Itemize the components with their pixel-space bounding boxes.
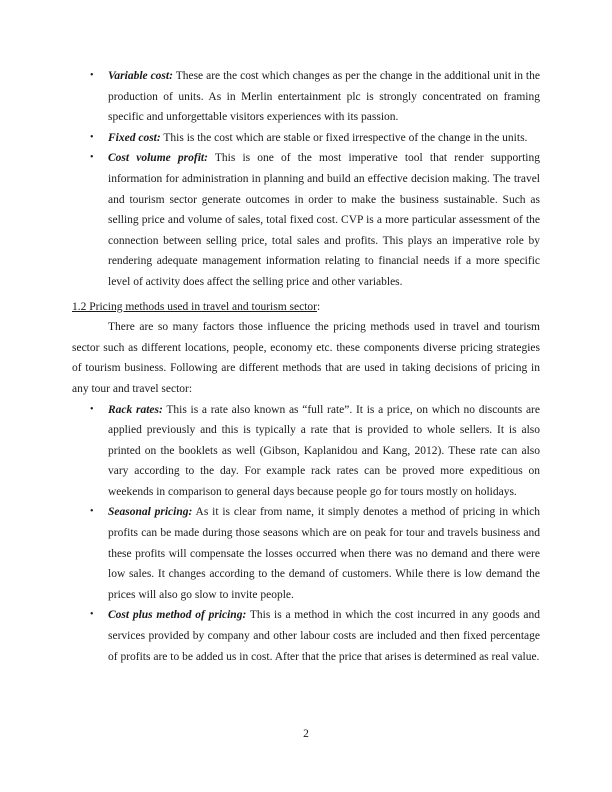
bullet-icon: • — [90, 152, 94, 164]
bullet-icon: • — [90, 131, 94, 143]
bullet-rack-rates — [90, 400, 540, 503]
bullet-text: This is one of the most imperative tool that render supporting information for administration in planning and build an effective decision making. The travel and tourism sector generate outcomes in order to make the business sustainable. Such as selling price and volume of sales, total fixed cost. CVP is a more particular assessment of the connection between selling price, total sales and profits. This plays an imperative role by rendering adequate management information relating to financial needs if a more specific level of activity does affect the selling price and other variables. — [108, 152, 540, 288]
bullet-text: As it is clear from name, it simply denotes a method of pricing in which profits can be made during those seasons which are on peak for tour and travels business and these profits will compensate the losses occurred when there was no demand and there were low sales. It changes according to the demand of customers. While there is low demand the prices will also go slow to invite people. — [108, 506, 541, 601]
bullet-fixed-cost — [90, 128, 540, 149]
section-heading — [72, 297, 540, 318]
bullet-term: Cost volume profit: — [108, 152, 208, 165]
bullet-term: Variable cost: — [108, 70, 173, 82]
section-heading-colon: : — [316, 300, 321, 313]
bullet-term: Rack rates: — [108, 403, 163, 416]
body-text — [72, 66, 540, 667]
bullet-cost-plus-pricing — [90, 605, 541, 667]
bullet-icon: • — [90, 403, 94, 415]
bullet-icon: • — [90, 506, 94, 518]
bullet-text: This is the cost which are stable or fixed irrespective of the change in the units. — [163, 131, 528, 144]
bullet-text: This is a method in which the cost incurred in any goods and services provided by company and other labour costs are included and then fixed percentage of profits are to be added us in cost. After that the price that arises is determined as real value. — [108, 609, 541, 663]
bullet-term: Seasonal pricing: — [108, 506, 193, 519]
bullet-term: Cost plus method of pricing: — [108, 609, 247, 622]
bullet-variable-cost — [90, 66, 540, 128]
bullet-cost-volume-profit — [90, 148, 540, 292]
cost-bullet-list — [72, 66, 540, 293]
bullet-icon: • — [90, 70, 94, 81]
page-number: 2 — [303, 728, 309, 740]
bullet-text: This is a rate also known as “full rate”. It is a price, on which no discounts are applied previously and this is typically a rate that is provided to whole sellers. It is also printed on the booklets as well (Gibson, Kaplanidou and Kang, 2012). These rate can also vary according to the day. For example rack rates can be proved more expeditious on weekends in comparison to general days because people go for tours mostly on holidays. — [108, 403, 540, 498]
section-heading-text: 1.2 Pricing methods used in travel and tourism sector — [72, 300, 317, 313]
bullet-icon: • — [90, 609, 94, 621]
bullet-term: Fixed cost: — [108, 131, 161, 144]
section-intro-paragraph: There are so many factors those influence the pricing methods used in travel and tourism sector such as different locations, people, economy etc. these components diverse pricing strategies of tourism business. Following are different methods that are used in taking decisions of pricing in any tour and travel sector: — [72, 321, 540, 395]
bullet-seasonal-pricing — [90, 502, 541, 605]
bullet-text: These are the cost which changes as per the change in the additional unit in the production of units. As in Merlin entertainment plc is strongly concentrated on framing specific and unforgettable visitors experiences with its passion. — [108, 70, 540, 124]
pricing-bullet-list — [72, 400, 540, 668]
